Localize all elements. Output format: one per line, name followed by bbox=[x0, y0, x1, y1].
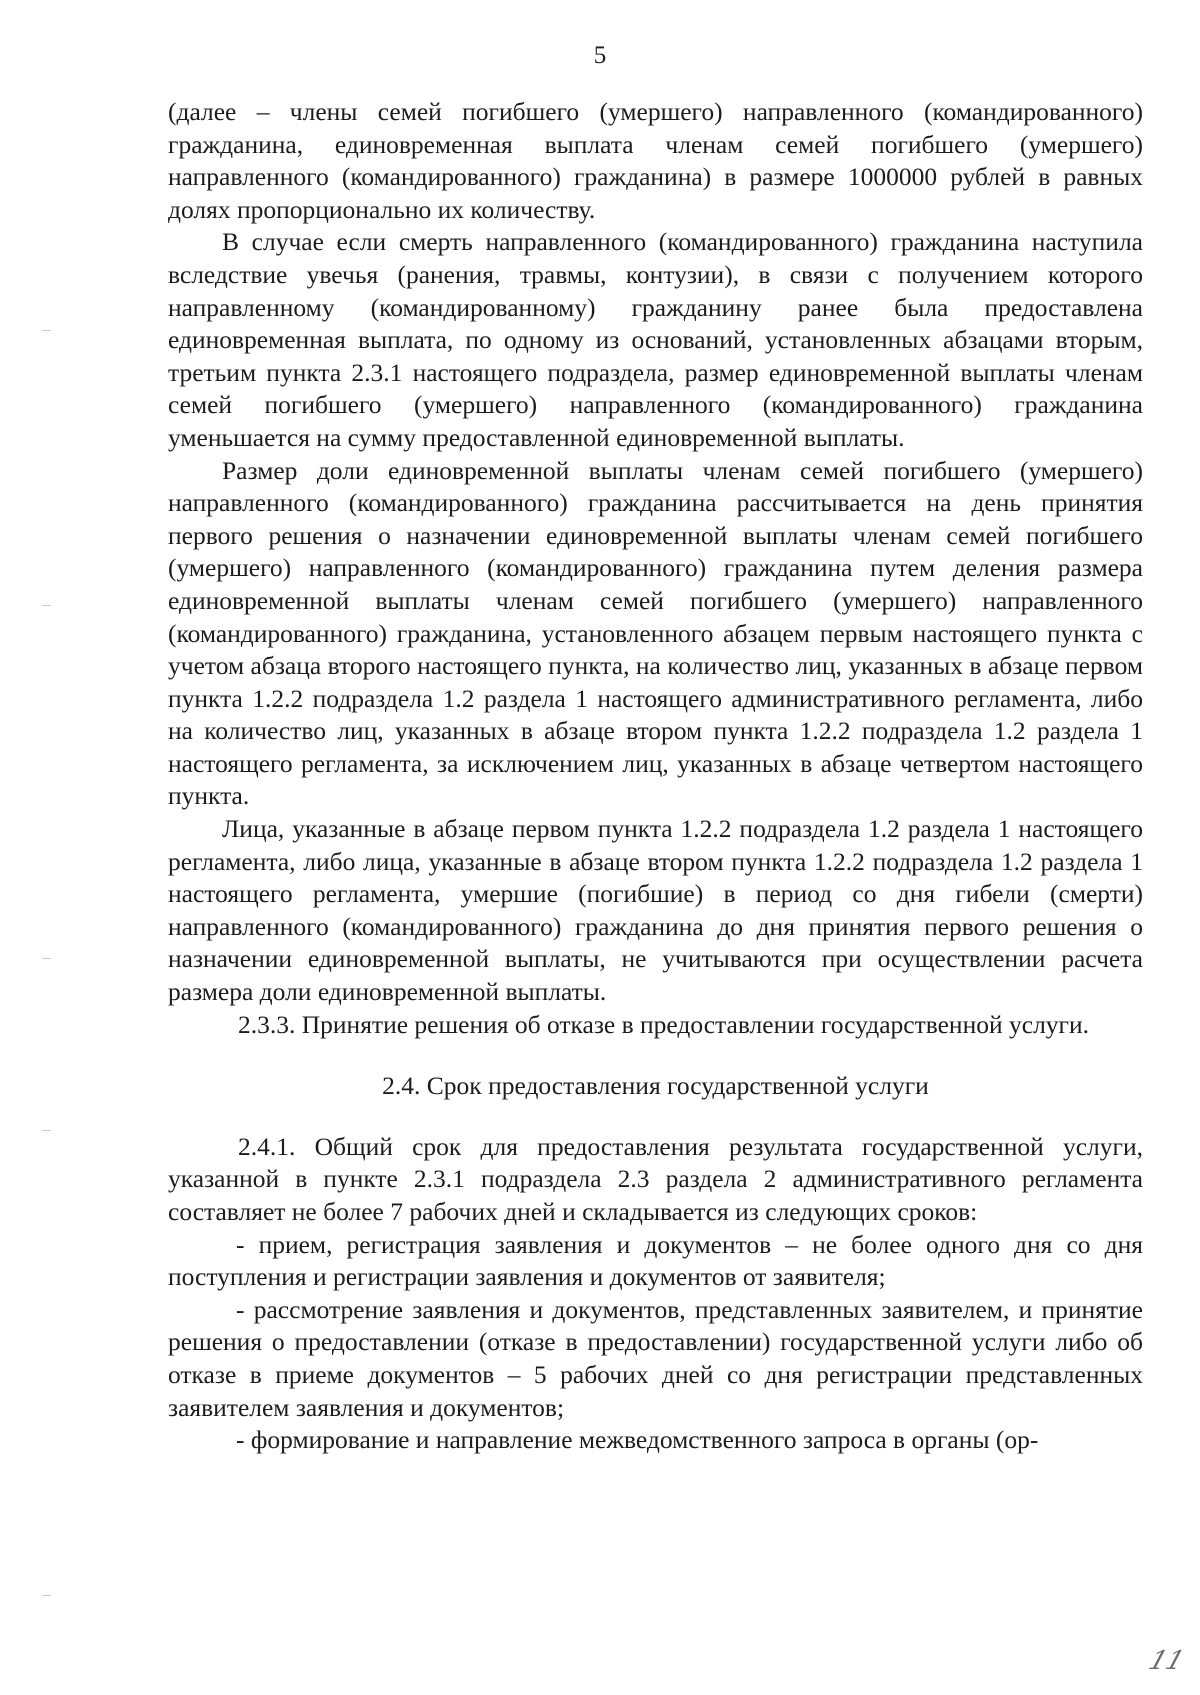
list-item: - рассмотрение заявления и документов, представленных заявителем, и принятие решения о предоставлении (отказе в предоставлении) государственной услуги либо об отказе в приеме документов – 5 рабочих дней со дня регистрации представленных заявителем заявления и документов; bbox=[168, 1294, 1143, 1422]
paragraph-share-size: Размер доли единовременной выплаты членам семей погибшего (умершего) направленного (командированного) гражданина рассчитывается на день принятия первого решения о назначении единовременной выплаты членам семей погибшего (умершего) направленного (командированного) гражданина путем деления размера единовременной выплаты членам семей погибшего (умершего) направленного (командированного) гражданина, установленного абзацем первым настоящего пункта с учетом абзаца второго настоящего пункта, на количество лиц, указанных в абзаце первом пункта 1.2.2 подраздела 1.2 раздела 1 настоящего административного регламента, либо на количество лиц, указанных в абзаце втором пункта 1.2.2 подраздела 1.2 раздела 1 настоящего регламента, за исключением лиц, указанных в абзаце четвертом настоящего пункта. bbox=[168, 455, 1143, 811]
paragraph-continuation: (далее – члены семей погибшего (умершего) направленного (командированного) гражданина, единовременная выплата членам семей погибшего (умершего) направленного (командированного) гражданина) в размере 1000000 рублей в равных долях пропорционально их количеству. bbox=[168, 97, 1143, 224]
handwritten-page-mark: 11 bbox=[1145, 1646, 1188, 1676]
scan-margin-mark bbox=[42, 1595, 51, 1596]
scan-margin-mark bbox=[42, 330, 51, 331]
section-intro: 2.4.1. Общий срок для предоставления результата государственной услуги, указанной в пункте 2.3.1 подраздела 2.3 раздела 2 административного регламента составляет не более 7 рабочих дней и складывается из следующих сроков: bbox=[168, 1131, 1143, 1226]
scan-margin-mark bbox=[42, 605, 51, 606]
paragraph-death-injury: В случае если смерть направленного (командированного) гражданина наступила вследствие увечья (ранения, травмы, контузии), в связи с получением которого направленному (командированному) гражданину ранее была предоставлена единовременная выплата, по одному из оснований, установленных абзацами вторым, третьим пункта 2.3.1 настоящего подраздела, размер единовременной выплаты членам семей погибшего (умершего) направленного (командированного) гражданина уменьшается на сумму предоставленной единовременной выплаты. bbox=[168, 227, 1143, 452]
list-item: - прием, регистрация заявления и документов – не более одного дня со дня поступления и регистрации заявления и документов от заявителя; bbox=[168, 1229, 1143, 1292]
document-body bbox=[168, 96, 1143, 1457]
scan-margin-mark bbox=[42, 1130, 51, 1131]
page-number: 5 bbox=[593, 42, 607, 69]
list-item: - формирование и направление межведомственного запроса в органы (ор- bbox=[236, 1425, 1039, 1455]
scan-margin-mark bbox=[42, 958, 51, 959]
paragraph-refusal-decision: 2.3.3. Принятие решения об отказе в предоставлении государственной услуги. bbox=[238, 1009, 1090, 1039]
section-heading: 2.4. Срок предоставления государственной услуги bbox=[382, 1071, 929, 1101]
paragraph-excluded-persons: Лица, указанные в абзаце первом пункта 1.2.2 подраздела 1.2 раздела 1 настоящего регламента, либо лица, указанные в абзаце втором пункта 1.2.2 подраздела 1.2 раздела 1 настоящего регламента, умершие (погибшие) в период со дня гибели (смерти) направленного (командированного) гражданина до дня принятия первого решения о назначении единовременной выплаты, не учитываются при осуществлении расчета размера доли единовременной выплаты. bbox=[168, 814, 1143, 1007]
